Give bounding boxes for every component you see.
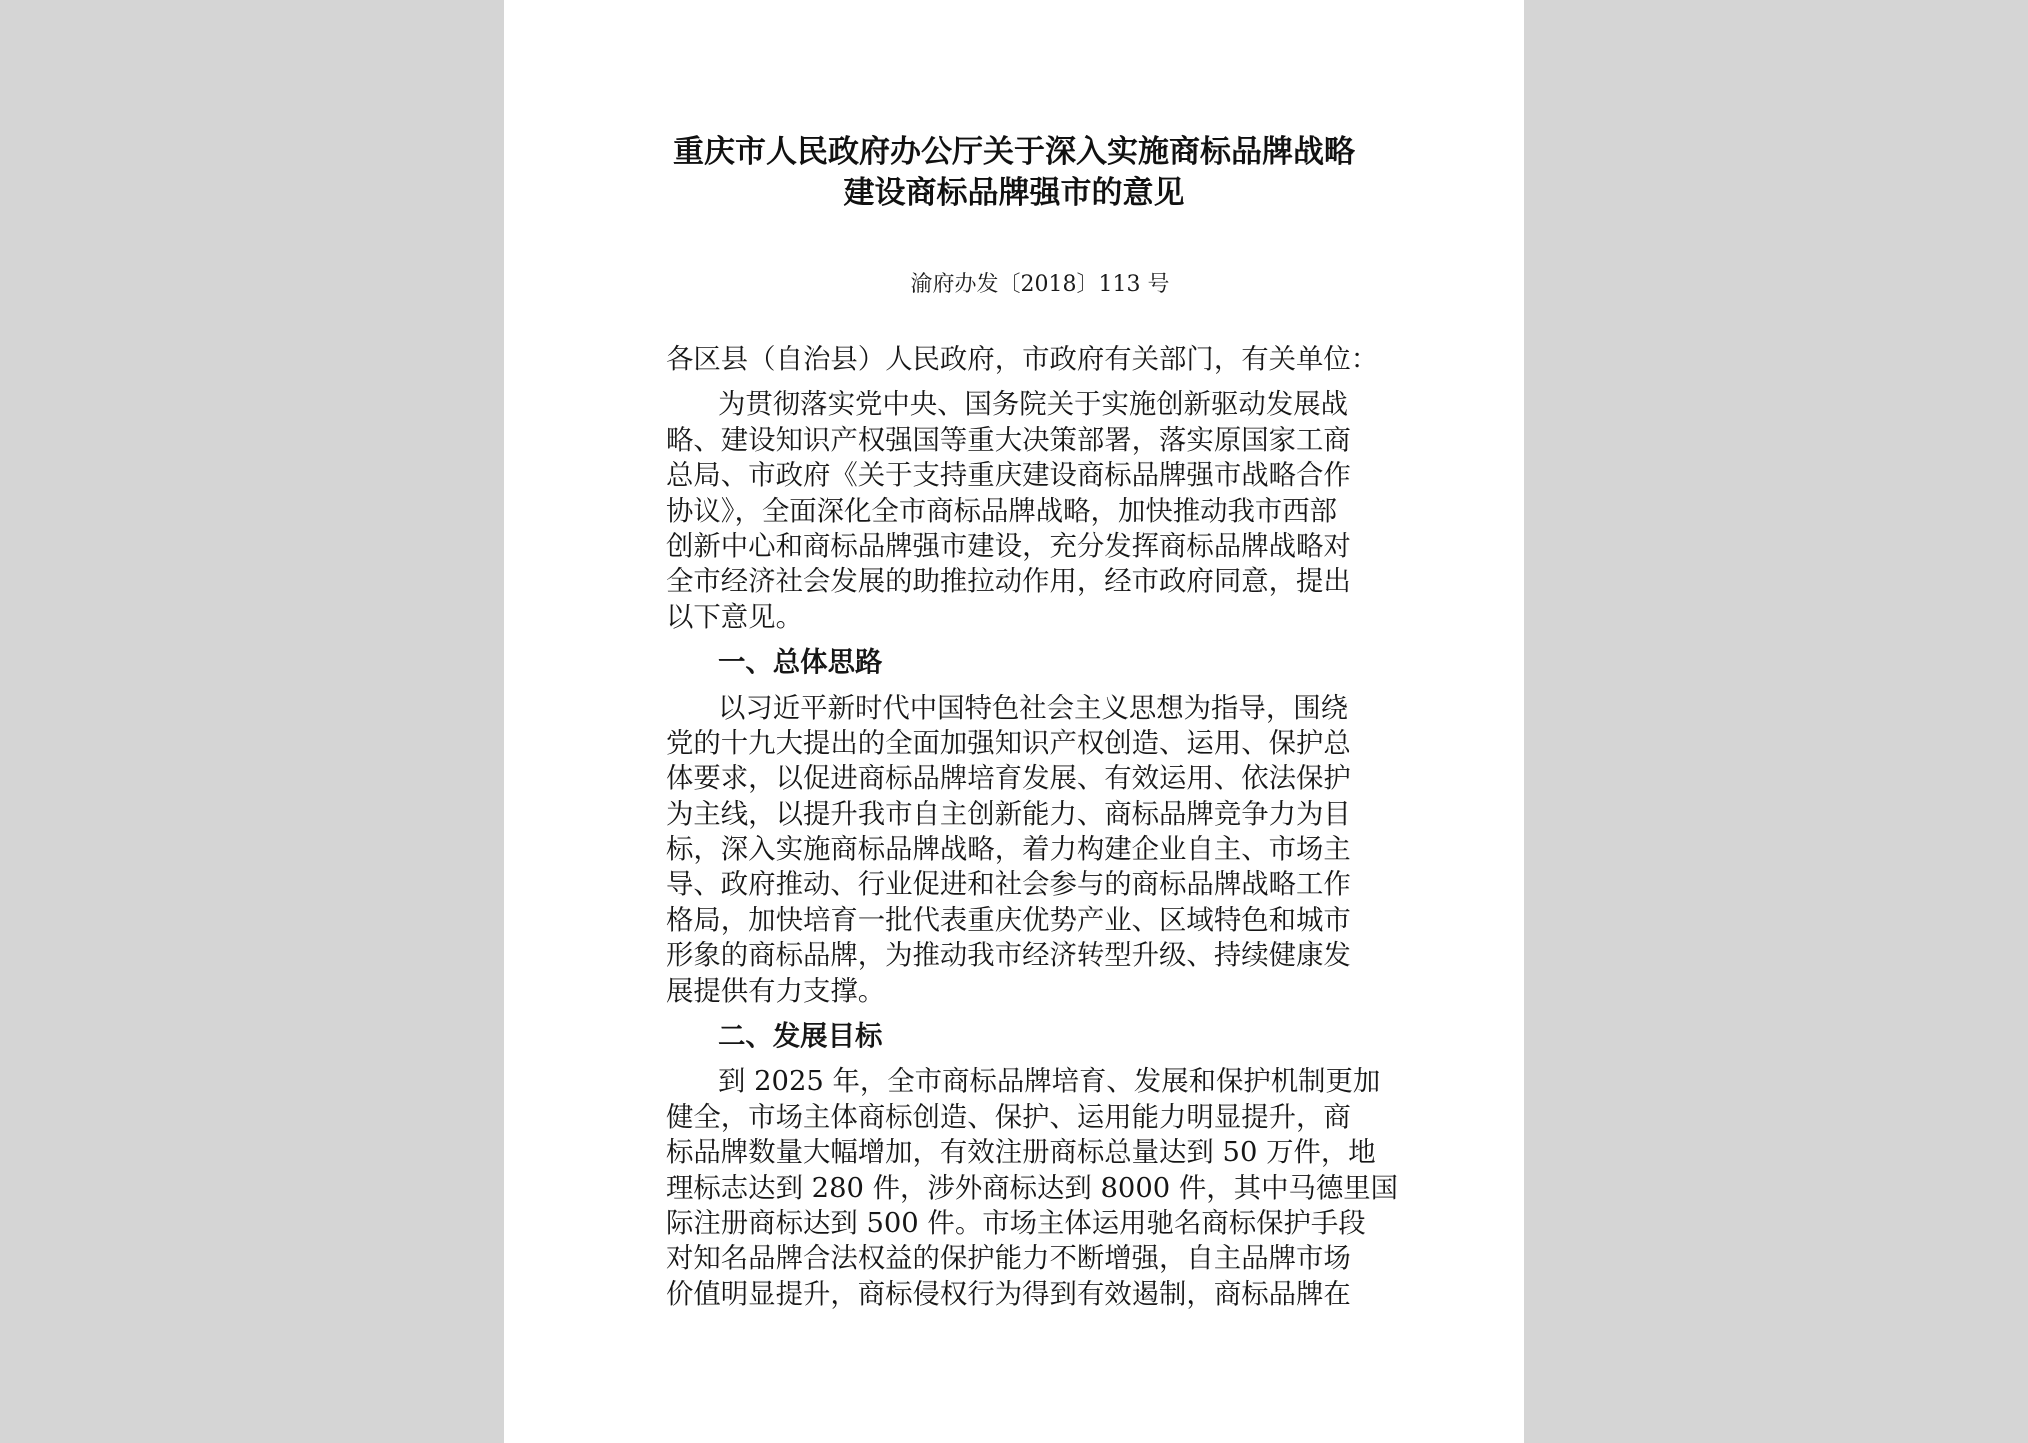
document-page — [504, 0, 1524, 1443]
paragraph-line: 标，深入实施商标品牌战略，着力构建企业自主、市场主 — [666, 834, 1351, 866]
paragraph-line: 总局、市政府《关于支持重庆建设商标品牌强市战略合作 — [666, 460, 1351, 492]
paragraph-line: 导、政府推动、行业促进和社会参与的商标品牌战略工作 — [666, 869, 1351, 901]
section-heading: 一、总体思路 — [718, 647, 883, 679]
paragraph-line: 理标志达到 280 件，涉外商标达到 8000 件，其中马德里国 — [666, 1172, 1399, 1204]
paragraph-line: 体要求，以促进商标品牌培育发展、有效运用、依法保护 — [666, 763, 1351, 795]
paragraph-line: 协议》，全面深化全市商标品牌战略，加快推动我市西部 — [666, 495, 1338, 527]
paragraph-intro — [666, 387, 1426, 635]
paragraph-line: 党的十九大提出的全面加强知识产权创造、运用、保护总 — [666, 727, 1351, 759]
paragraph-section-2 — [666, 1064, 1426, 1312]
paragraph-line: 展提供有力支撑。 — [666, 975, 886, 1007]
section-heading: 二、发展目标 — [718, 1021, 883, 1053]
paragraph-line: 价值明显提升，商标侵权行为得到有效遏制，商标品牌在 — [666, 1278, 1351, 1310]
paragraph-line: 创新中心和商标品牌强市建设，充分发挥商标品牌战略对 — [666, 530, 1351, 562]
paragraph-line: 际注册商标达到 500 件。市场主体运用驰名商标保护手段 — [666, 1207, 1366, 1239]
paragraph-line: 以习近平新时代中国特色社会主义思想为指导，围绕 — [718, 692, 1348, 724]
paragraph-line: 以下意见。 — [666, 601, 803, 633]
paragraph-line: 略、建设知识产权强国等重大决策部署，落实原国家工商 — [666, 424, 1351, 456]
paragraph-line: 到 2025 年，全市商标品牌培育、发展和保护机制更加 — [718, 1066, 1381, 1098]
document-title — [504, 132, 1524, 214]
paragraph-line: 对知名品牌合法权益的保护能力不断增强，自主品牌市场 — [666, 1243, 1351, 1275]
paragraph-line: 标品牌数量大幅增加，有效注册商标总量达到 50 万件，地 — [666, 1137, 1376, 1169]
paragraph-line: 健全，市场主体商标创造、保护、运用能力明显提升，商 — [666, 1101, 1351, 1133]
title-line: 重庆市人民政府办公厅关于深入实施商标品牌战略 — [673, 134, 1355, 170]
salutation: 各区县（自治县）人民政府，市政府有关部门，有关单位： — [666, 344, 1379, 375]
document-number: 渝府办发〔2018〕113 号 — [910, 272, 1170, 297]
paragraph-line: 全市经济社会发展的助推拉动作用，经市政府同意，提出 — [666, 566, 1351, 598]
paragraph-line: 为主线，以提升我市自主创新能力、商标品牌竞争力为目 — [666, 798, 1351, 830]
body-text — [666, 342, 1426, 1312]
paragraph-line: 形象的商标品牌，为推动我市经济转型升级、持续健康发 — [666, 940, 1351, 972]
paragraph-line: 为贯彻落实党中央、国务院关于实施创新驱动发展战 — [718, 389, 1348, 421]
paragraph-section-1 — [666, 691, 1426, 1010]
title-line: 建设商标品牌强市的意见 — [843, 175, 1185, 211]
paragraph-line: 格局，加快培育一批代表重庆优势产业、区域特色和城市 — [666, 904, 1351, 936]
